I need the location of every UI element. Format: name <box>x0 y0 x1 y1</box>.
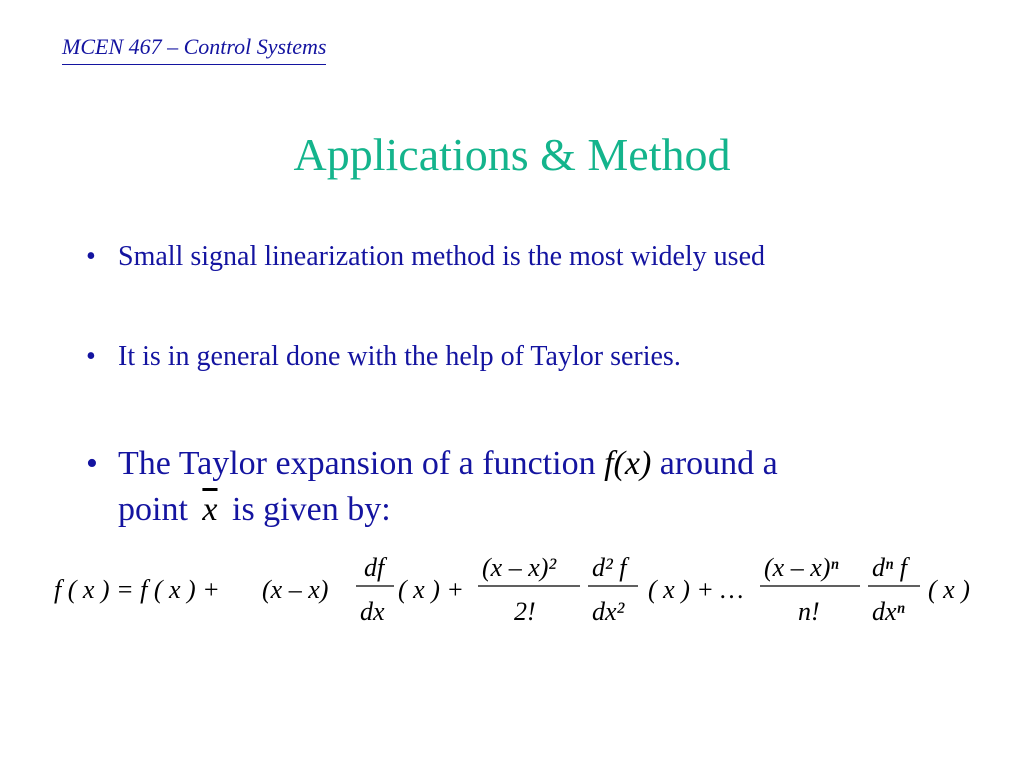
text-point: point <box>118 491 197 528</box>
course-header-wrap <box>62 34 326 65</box>
text-before-function: The Taylor expansion of a function <box>118 445 605 482</box>
formula-lhs: f ( x ) = f ( x ) + <box>54 575 220 604</box>
function-symbol: f(x) <box>604 445 652 482</box>
formula-term2-den: 2! <box>514 597 536 626</box>
formula-term3-eval: ( x ) <box>928 575 970 604</box>
formula-term1-num: df <box>364 553 385 582</box>
bullet-text: It is in general done with the help of Taylor series. <box>118 341 681 372</box>
formula-term3-den: n! <box>798 597 820 626</box>
formula-term3-dnum: dⁿ f <box>872 553 907 582</box>
formula-term2-num: (x – x)² <box>482 553 557 582</box>
taylor-formula <box>54 540 994 640</box>
course-header: MCEN 467 – Control Systems <box>62 34 326 65</box>
formula-term3-dden: dxⁿ <box>872 597 905 626</box>
text-given-by: is given by: <box>223 491 391 528</box>
bullet-text-line1 <box>118 441 778 487</box>
formula-term2-dden: dx² <box>592 597 625 626</box>
formula-term2-eval: ( x ) + … <box>648 575 744 604</box>
bullet-dot: • <box>86 341 96 372</box>
bullet-text: Small signal linearization method is the most widely used <box>118 241 766 272</box>
x-bar-symbol: $\overline{x}$ <box>202 491 218 528</box>
formula-term1-den: dx <box>360 597 385 626</box>
bullet-dot: • <box>86 241 96 272</box>
formula-term1-paren: (x – x) <box>262 575 329 604</box>
bullet-dot: • <box>86 445 98 482</box>
formula-term2-dnum: d² f <box>592 553 627 582</box>
bullet-text-line2 <box>118 487 391 533</box>
formula-term1-eval: ( x ) + <box>398 575 464 604</box>
formula-term3-num: (x – x)ⁿ <box>764 553 839 582</box>
text-after-function: around a <box>651 445 778 482</box>
slide-title: Applications & Method <box>293 129 731 180</box>
taylor-formula-svg <box>54 540 994 640</box>
